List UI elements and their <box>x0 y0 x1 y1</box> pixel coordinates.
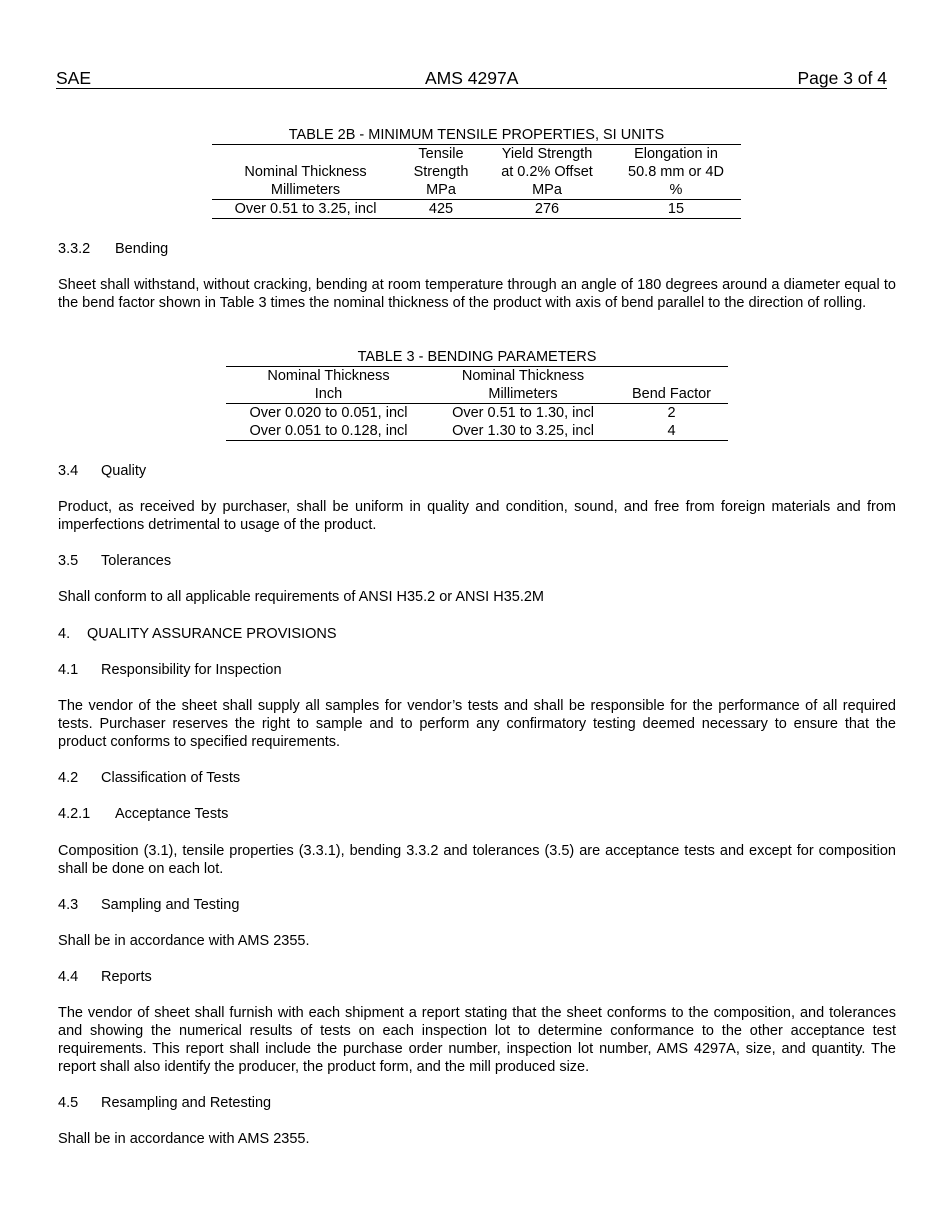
header-line: Nominal Thickness <box>461 368 585 384</box>
section-3-4 <box>58 462 896 480</box>
section-heading <box>58 896 896 914</box>
section-number: 3.4 <box>58 463 79 479</box>
paragraph: Shall be in accordance with AMS 2355. <box>58 933 310 949</box>
table-cell: 276 <box>534 201 560 217</box>
section-3-5 <box>58 552 896 570</box>
header-line: Nominal Thickness <box>267 368 390 384</box>
paragraph: Shall be in accordance with AMS 2355. <box>58 1131 310 1147</box>
header-line: MPa <box>532 182 562 198</box>
section-number: 4.5 <box>58 1095 79 1111</box>
table-2b-col-thickness <box>212 145 399 200</box>
header-org: SAE <box>56 68 92 88</box>
section-title: Sampling and Testing <box>101 897 240 913</box>
section-4-1-text <box>58 697 896 751</box>
table-cell: Over 0.051 to 0.128, incl <box>249 423 408 439</box>
section-title: Quality <box>101 463 147 479</box>
section-number: 4.1 <box>58 662 79 678</box>
table-cell: Over 0.51 to 1.30, incl <box>452 405 594 421</box>
table-2b-col-yield <box>483 145 611 200</box>
table-3-title: TABLE 3 - BENDING PARAMETERS <box>357 349 597 365</box>
section-title: Responsibility for Inspection <box>101 662 282 678</box>
header-line: at 0.2% Offset <box>501 164 593 180</box>
header-line <box>615 367 728 385</box>
section-4-3 <box>58 896 896 914</box>
table-row <box>226 404 728 423</box>
section-number: 4.4 <box>58 969 79 985</box>
header-line <box>212 145 399 163</box>
table-cell: Over 0.020 to 0.051, incl <box>249 405 408 421</box>
section-3-3-2 <box>58 240 896 258</box>
section-number: 4.2 <box>58 770 79 786</box>
section-heading <box>58 661 896 679</box>
table-cell: 4 <box>667 423 676 439</box>
section-3-5-text <box>58 588 896 606</box>
table-2b-header-row <box>212 145 741 200</box>
header-line: Tensile <box>418 146 464 162</box>
section-title: Reports <box>101 969 152 985</box>
header-line: Millimeters <box>488 386 558 402</box>
header-line: Elongation in <box>634 146 718 162</box>
header-line: Millimeters <box>270 182 341 198</box>
paragraph: Shall conform to all applicable requirements of ANSI H35.2 or ANSI H35.2M <box>58 589 544 605</box>
section-4 <box>58 625 896 643</box>
section-number: 4. <box>58 626 71 642</box>
section-4-4 <box>58 968 896 986</box>
table-cell: 425 <box>428 201 454 217</box>
table-3-col-inch <box>226 367 431 404</box>
section-heading <box>58 240 896 258</box>
paragraph: The vendor of the sheet shall supply all samples for vendor’s tests and shall be responsible for the performance of all required tests. Purchaser reserves the right to sample and to perform any confirmatory testing deemed necessary to ensure that the product conforms to specified requirements. <box>58 698 896 750</box>
header-line: MPa <box>426 182 456 198</box>
page-header <box>56 68 887 89</box>
paragraph: The vendor of sheet shall furnish with each shipment a report stating that the sheet conforms to the composition, and tolerances and showing the numerical results of tests on each inspection lot to determine conformance to the other acceptance test requirements. This report shall include the purchase order number, inspection lot number, AMS 4297A, size, and quantity. The report shall also identify the producer, the product form, and the mill produced size. <box>58 1005 896 1075</box>
section-heading <box>58 462 896 480</box>
header-line: Yield Strength <box>501 146 593 162</box>
section-number: 3.3.2 <box>58 241 91 257</box>
table-3-col-mm <box>431 367 615 404</box>
section-4-1 <box>58 661 896 679</box>
table-cell: Over 1.30 to 3.25, incl <box>452 423 594 439</box>
section-heading <box>58 552 896 570</box>
section-4-2-1 <box>58 805 896 823</box>
section-4-2-1-text <box>58 842 896 878</box>
section-4-4-text <box>58 1004 896 1076</box>
section-3-4-text <box>58 498 896 534</box>
table-cell: 2 <box>667 405 676 421</box>
table-3-header-row <box>226 367 728 404</box>
section-number: 3.5 <box>58 553 79 569</box>
header-line: Inch <box>314 386 343 402</box>
header-line: Strength <box>413 164 469 180</box>
section-3-3-2-text <box>58 276 896 312</box>
header-line: Bend Factor <box>632 386 711 402</box>
section-title: Tolerances <box>101 553 172 569</box>
section-4-5-text <box>58 1130 896 1148</box>
section-title: Resampling and Retesting <box>101 1095 272 1111</box>
section-4-3-text <box>58 932 896 950</box>
section-4-5 <box>58 1094 896 1112</box>
section-number: 4.3 <box>58 897 79 913</box>
header-line: Nominal Thickness <box>244 164 367 180</box>
paragraph: Composition (3.1), tensile properties (3.3.1), bending 3.3.2 and tolerances (3.5) are acceptance tests and except for composition shall be done on each lot. <box>58 843 896 877</box>
header-page-number: Page 3 of 4 <box>797 68 887 88</box>
section-heading <box>58 968 896 986</box>
section-heading <box>58 769 896 787</box>
section-title: Bending <box>115 241 169 257</box>
table-2b-title: TABLE 2B - MINIMUM TENSILE PROPERTIES, SI UNITS <box>288 127 665 143</box>
table-row <box>212 200 741 219</box>
table-3-col-bend-factor <box>615 367 728 404</box>
section-4-2 <box>58 769 896 787</box>
table-row <box>226 422 728 441</box>
header-line: 50.8 mm or 4D <box>628 164 724 180</box>
section-heading <box>58 1094 896 1112</box>
table-2b-col-tensile <box>399 145 483 200</box>
section-title: Acceptance Tests <box>115 806 229 822</box>
section-heading <box>58 625 896 643</box>
section-number: 4.2.1 <box>58 806 91 822</box>
table-cell: 15 <box>667 201 685 217</box>
paragraph: Product, as received by purchaser, shall be uniform in quality and condition, sound, and free from foreign materials and from imperfections detrimental to usage of the product. <box>58 499 896 533</box>
section-title: Classification of Tests <box>101 770 241 786</box>
header-line: % <box>669 182 683 198</box>
section-heading <box>58 805 896 823</box>
paragraph: Sheet shall withstand, without cracking, bending at room temperature through an angle of 180 degrees around a diameter equal to the bend factor shown in Table 3 times the nominal thickness of the product with axis of bend parallel to the direction of rolling. <box>58 277 896 311</box>
table-2b <box>212 126 741 219</box>
section-title: QUALITY ASSURANCE PROVISIONS <box>87 626 337 642</box>
table-2b-col-elongation <box>611 145 741 200</box>
table-3 <box>226 348 728 441</box>
header-doc-number: AMS 4297A <box>425 68 519 88</box>
table-cell: Over 0.51 to 3.25, incl <box>234 201 377 217</box>
